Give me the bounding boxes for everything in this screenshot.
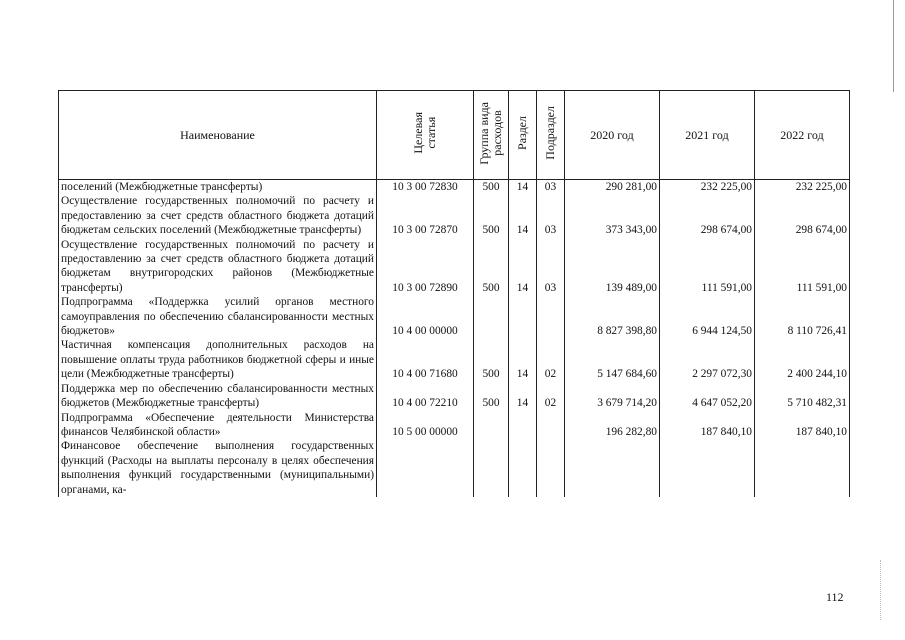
row-section: 14: [509, 180, 537, 195]
row-target-article: 10 4 00 71680: [377, 338, 474, 381]
table-row: [59, 180, 850, 195]
row-expense-group: 500: [474, 194, 509, 237]
row-2021: 232 225,00: [660, 180, 755, 195]
row-subsection: 02: [537, 338, 565, 381]
row-section: 14: [509, 238, 537, 296]
row-target-article: 10 4 00 72210: [377, 382, 474, 411]
row-name: Частичная компенсация дополнительных расходов на повышение оплаты труда работников бюджетной сферы и иные цели (Межбюджетные трансферты): [59, 338, 377, 381]
table-row: [59, 439, 850, 497]
row-expense-group: 500: [474, 180, 509, 195]
row-target-article: [377, 439, 474, 497]
row-name: Осуществление государственных полномочий по расчету и предоставлению за счет средств областного бюджета дотаций бюджетам сельских поселений (Межбюджетные трансферты): [59, 194, 377, 237]
row-target-article: 10 4 00 00000: [377, 295, 474, 338]
row-2022: 232 225,00: [755, 180, 850, 195]
row-target-article: 10 3 00 72890: [377, 238, 474, 296]
row-2020: 5 147 684,60: [565, 338, 660, 381]
row-2022: 298 674,00: [755, 194, 850, 237]
row-2021: 298 674,00: [660, 194, 755, 237]
header-section: [509, 91, 537, 180]
row-section: 14: [509, 338, 537, 381]
row-2021: 4 647 052,20: [660, 382, 755, 411]
header-name: Наименование: [59, 91, 377, 180]
row-target-article: 10 3 00 72830: [377, 180, 474, 195]
row-section: [509, 295, 537, 338]
row-section: 14: [509, 194, 537, 237]
row-2021: 187 840,10: [660, 411, 755, 440]
header-2022: 2022 год: [755, 91, 850, 180]
row-name: Поддержка мер по обеспечению сбалансированности местных бюджетов (Межбюджетные трансферты): [59, 382, 377, 411]
row-2020: 139 489,00: [565, 238, 660, 296]
table-body: [59, 180, 850, 497]
header-expense-group: [474, 91, 509, 180]
row-2020: 196 282,80: [565, 411, 660, 440]
header-target-article-label: Целевая статья: [411, 112, 438, 155]
scan-edge-marks: [880, 560, 883, 620]
row-name: Финансовое обеспечение выполнения государственных функций (Расходы на выплаты персоналу в целях обеспечения выполнения функций государственными (муниципальными) органами, ка-: [59, 439, 377, 497]
row-expense-group: [474, 295, 509, 338]
row-target-article: 10 3 00 72870: [377, 194, 474, 237]
scan-edge-line: [893, 0, 894, 92]
row-target-article: 10 5 00 00000: [377, 411, 474, 440]
header-target-article: [377, 91, 474, 180]
table-row: [59, 295, 850, 338]
row-subsection: 03: [537, 238, 565, 296]
row-name: поселений (Межбюджетные трансферты): [59, 180, 377, 195]
row-2021: [660, 439, 755, 497]
row-name: Подпрограмма «Поддержка усилий органов местного самоуправления по обеспечению сбалансированности местных бюджетов»: [59, 295, 377, 338]
header-expense-group-label: Группа вида расходов: [477, 101, 504, 165]
row-section: [509, 439, 537, 497]
row-subsection: 03: [537, 194, 565, 237]
row-2022: 111 591,00: [755, 238, 850, 296]
row-2022: 5 710 482,31: [755, 382, 850, 411]
header-2021: 2021 год: [660, 91, 755, 180]
row-name: Осуществление государственных полномочий по расчету и предоставлению за счет средств областного бюджета дотаций бюджетам внутригородских районов (Межбюджетные трансферты): [59, 238, 377, 296]
row-expense-group: 500: [474, 338, 509, 381]
row-2021: 111 591,00: [660, 238, 755, 296]
row-expense-group: [474, 411, 509, 440]
table-row: [59, 194, 850, 237]
row-2021: 2 297 072,30: [660, 338, 755, 381]
row-2022: 187 840,10: [755, 411, 850, 440]
row-subsection: [537, 411, 565, 440]
page-number: 112: [826, 590, 844, 604]
header-subsection: [537, 91, 565, 180]
row-2022: [755, 439, 850, 497]
row-2021: 6 944 124,50: [660, 295, 755, 338]
row-2022: 8 110 726,41: [755, 295, 850, 338]
header-subsection-label: Подраздел: [543, 106, 557, 161]
row-2020: [565, 439, 660, 497]
header-2020: 2020 год: [565, 91, 660, 180]
budget-table: [58, 90, 850, 497]
row-expense-group: 500: [474, 238, 509, 296]
table-header: [59, 91, 850, 180]
row-subsection: [537, 295, 565, 338]
row-expense-group: 500: [474, 382, 509, 411]
row-subsection: 02: [537, 382, 565, 411]
row-subsection: 03: [537, 180, 565, 195]
table-row: [59, 238, 850, 296]
row-2020: 373 343,00: [565, 194, 660, 237]
row-2020: 8 827 398,80: [565, 295, 660, 338]
row-name: Подпрограмма «Обеспечение деятельности Министерства финансов Челябинской области»: [59, 411, 377, 440]
table-row: [59, 411, 850, 440]
table-row: [59, 382, 850, 411]
row-2022: 2 400 244,10: [755, 338, 850, 381]
table-row: [59, 338, 850, 381]
row-section: 14: [509, 382, 537, 411]
row-subsection: [537, 439, 565, 497]
row-expense-group: [474, 439, 509, 497]
row-2020: 290 281,00: [565, 180, 660, 195]
header-section-label: Раздел: [515, 116, 529, 151]
row-2020: 3 679 714,20: [565, 382, 660, 411]
row-section: [509, 411, 537, 440]
